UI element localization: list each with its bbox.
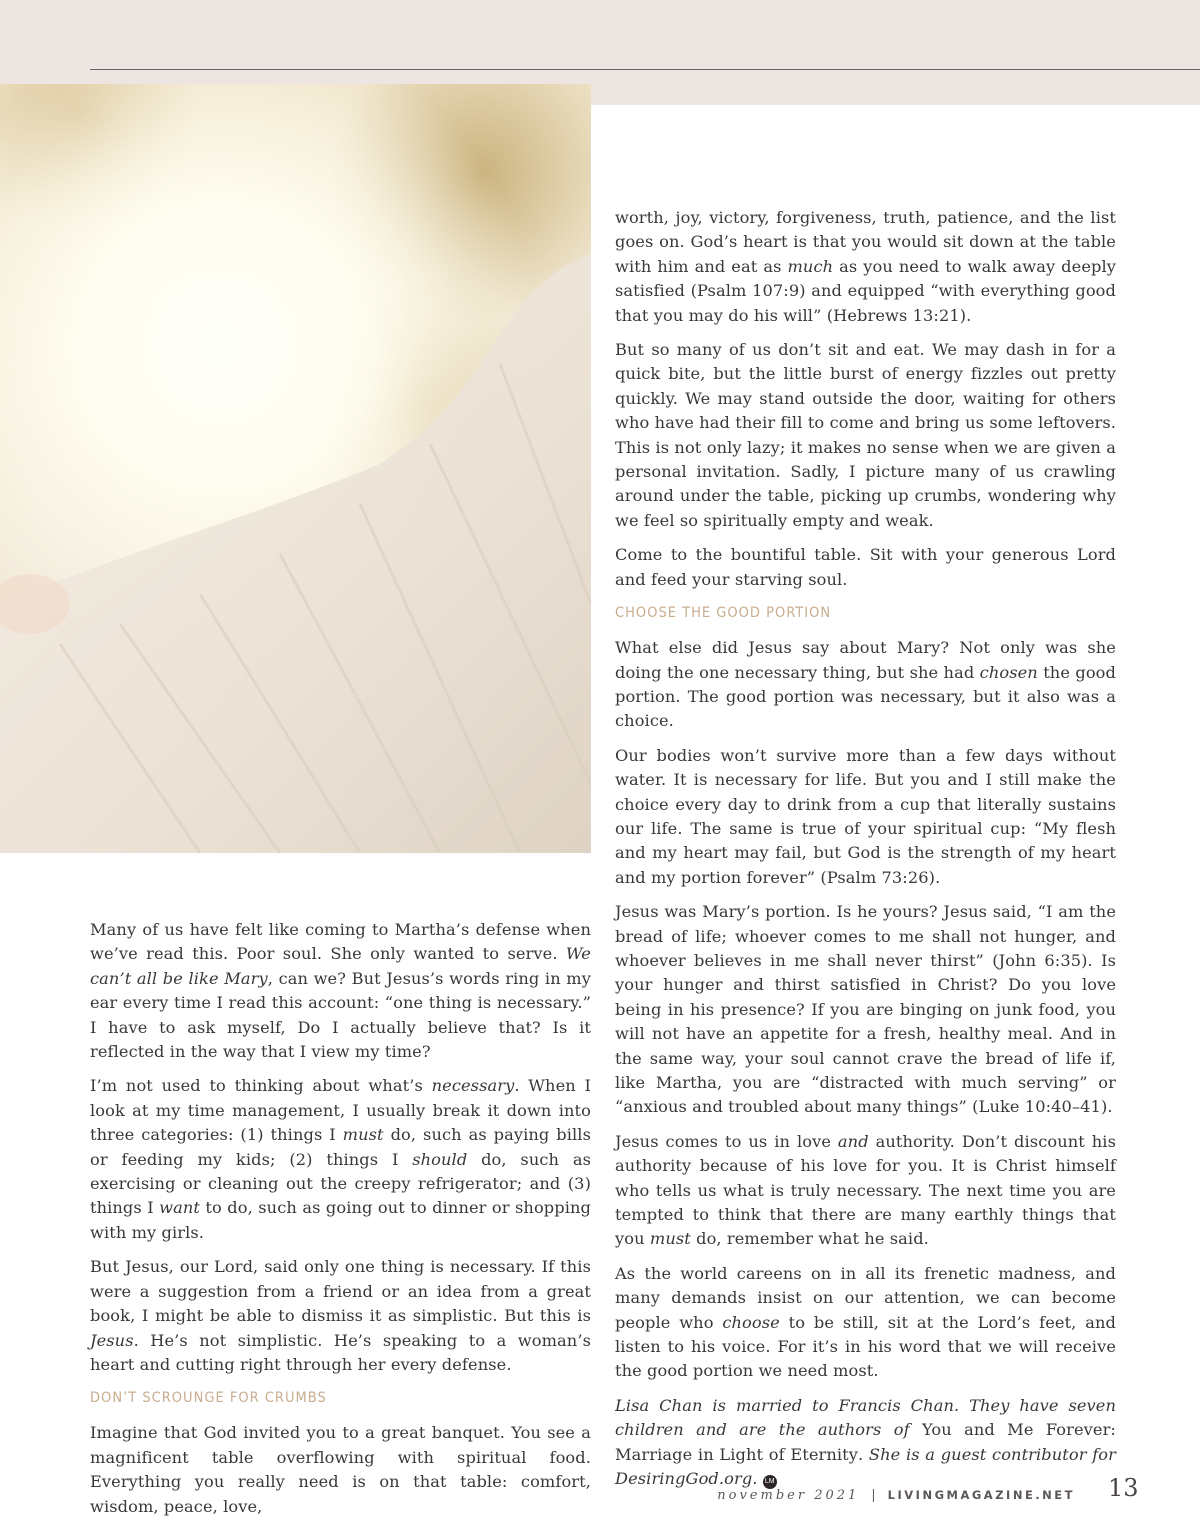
page-number: 13 <box>1108 1474 1139 1502</box>
issue-date: november 2021 <box>717 1487 860 1503</box>
paragraph: Many of us have felt like coming to Martha’s defense when we’ve read this. Poor soul. She only wanted to serve. We can’t all be like Mary, can we? But Jesus’s words ring in my ear every time I read this account: “one thing is necessary.” I have to ask myself, Do I actually believe that? Is it reflected in the way that I view my time? <box>90 920 592 1062</box>
paragraph: But Jesus, our Lord, said only one thing is necessary. If this were a suggestion from a friend or an idea from a great book, I might be able to dismiss it as simplistic. But this is Jesus. He’s not simplistic. He’s speaking to a woman’s heart and cutting right through her every defense. <box>90 1257 591 1374</box>
paragraph: Jesus was Mary’s portion. Is he yours? Jesus said, “I am the bread of life; whoever comes to me shall not hunger, and whoever believes in me shall never thirst” (John 6:35). Is your hunger and thirst satisfied in Christ? Do you love being in his presence? If you are binging on junk food, you will not have an appetite for a fresh, healthy meal. And in the same way, your soul cannot crave the bread of life if, like Martha, you are “distracted with much serving” or “anxious and troubled about many things” (Luke 10:40–41). <box>615 902 1116 1117</box>
end-mark-icon: LM <box>763 1475 777 1489</box>
paragraph: What else did Jesus say about Mary? Not only was she doing the one necessary thing, but she had chosen the good portion. The good portion was necessary, but it also was a choice. <box>615 638 1116 731</box>
page-footer <box>717 1481 1075 1509</box>
paragraph: Our bodies won’t survive more than a few days without water. It is necessary for life. But you and I still make the choice every day to drink from a cup that literally sustains our life. The same is true of your spiritual cup: “My flesh and my heart may fail, but God is the strength of my heart and my portion forever” (Psalm 73:26). <box>615 745 1116 887</box>
top-rule <box>90 69 1200 70</box>
paragraph: Come to the bountiful table. Sit with your generous Lord and feed your starving soul. <box>615 545 1116 589</box>
subheading: DON’T SCROUNGE FOR CRUMBS <box>90 1390 327 1407</box>
left-column <box>90 918 591 1529</box>
footer-separator: | <box>871 1487 876 1503</box>
paragraph: worth, joy, victory, forgiveness, truth, patience, and the list goes on. God’s heart is that you would sit down at the table with him and eat as much as you need to walk away deeply satisfied (Psalm 107:9) and equipped “with everything good that you may do his will” (Hebrews 13:21). <box>615 208 1116 325</box>
paragraph: As the world careens on in all its frenetic madness, and many demands insist on our attention, we can become people who choose to be still, sit at the Lord’s feet, and listen to his voice. For it’s in his word that we will receive the good portion we need most. <box>615 1263 1116 1381</box>
paragraph: I’m not used to thinking about what’s necessary. When I look at my time management, I usually break it down into three categories: (1) things I must do, such as paying bills or feeding my kids; (2) things I should do, such as exercising or cleaning out the creepy refrigerator; and (3) things I want to do, such as going out to dinner or shopping with my girls. <box>90 1076 592 1242</box>
author-bio: Lisa Chan is married to Francis Chan. They have seven children and are the authors of You and Me Forever: Marriage in Light of Eternity. She is a guest contributor for DesiringGod.org. LM <box>615 1395 1116 1489</box>
paragraph: But so many of us don’t sit and eat. We may dash in for a quick bite, but the little burst of energy fizzles out pretty quickly. We may stand outside the door, waiting for others who have had their fill to come and bring us some leftovers. This is not only lazy; it makes no sense when we are given a personal invitation. Sadly, I picture many of us crawling around under the table, picking up crumbs, wondering why we feel so spiritually empty and weak. <box>615 340 1116 530</box>
website-link[interactable]: LIVINGMAGAZINE.NET <box>887 1488 1075 1502</box>
subheading: CHOOSE THE GOOD PORTION <box>615 605 832 622</box>
robed-arm-illustration <box>0 84 591 853</box>
paragraph: Jesus comes to us in love and authority. Don’t discount his authority because of his love for you. It is Christ himself who tells us what is truly necessary. The next time you are tempted to think that there are many earthly things that you must do, remember what he said. <box>615 1131 1116 1249</box>
header-photo <box>0 84 591 853</box>
right-column <box>615 206 1116 1502</box>
paragraph: Imagine that God invited you to a great banquet. You see a magnificent table overflowing with spiritual food. Everything you really need is on that table: comfort, wisdom, peace, love, <box>90 1423 591 1516</box>
